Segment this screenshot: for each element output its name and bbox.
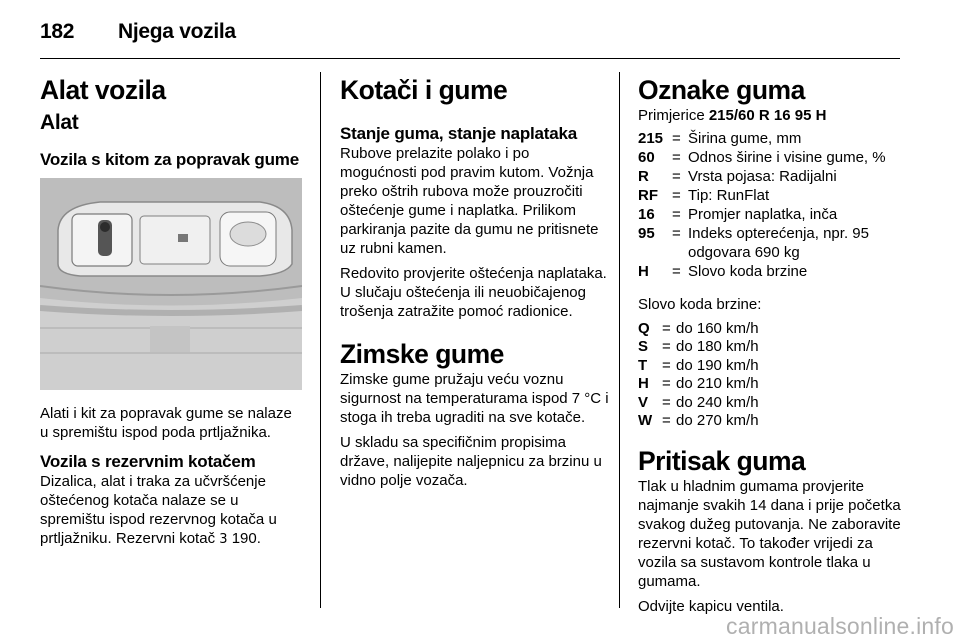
table-row [638, 394, 906, 412]
table-row [638, 357, 906, 375]
speed-key: Q [638, 320, 650, 337]
table-row [638, 129, 906, 148]
spare-text-main: Dizalica, alat i traka za učvršćenje oštećenog kotača nalaze se u spremištu ispod rezervnog kotača u prtljažniku. Rezervni kotač [40, 473, 277, 547]
subsection-heading-tools: Alat [40, 111, 79, 134]
pressure-paragraph-2: Odvijte kapicu ventila. [638, 598, 784, 616]
table-row [638, 186, 906, 205]
tyre-spec-table [638, 129, 906, 281]
spare-wheel-text [40, 472, 304, 549]
column-3 [638, 75, 906, 616]
spec-value: Promjer naplatka, inča [688, 206, 838, 223]
page-ref-arrow-icon: 3 [219, 532, 228, 547]
repair-kit-text: Alati i kit za popravak gume se nalaze u spremištu ispod poda prtljažnika. [40, 405, 292, 441]
speed-value: do 210 km/h [676, 375, 759, 393]
speed-equals: = [662, 393, 671, 411]
section-heading-tyre-pressure: Pritisak guma [638, 446, 806, 477]
spec-key: 60 [638, 149, 655, 166]
spec-equals: = [672, 263, 681, 280]
table-row [638, 148, 906, 167]
spec-equals: = [672, 225, 681, 242]
example-label: Primjerice [638, 107, 709, 124]
speed-key: S [638, 338, 649, 356]
spec-key: 16 [638, 206, 655, 223]
heading-repair-kit: Vozila s kitom za popravak gume [40, 150, 299, 169]
section-heading-tyre-designations: Oznake guma [638, 75, 805, 105]
column-divider-2 [619, 72, 620, 608]
example-code: 215/60 R 16 95 H [708, 107, 827, 124]
chapter-title: Njega vozila [118, 20, 236, 43]
speed-equals: = [662, 412, 671, 430]
table-row [638, 412, 906, 430]
spare-text-page-ref: 190. [227, 530, 261, 547]
speed-code-label: Slovo koda brzine: [638, 296, 762, 313]
spec-key: H [638, 263, 649, 280]
speed-equals: = [662, 375, 671, 393]
speed-code-table [638, 320, 906, 430]
watermark: carmanualsonline.info [726, 613, 954, 639]
spec-value: Širina gume, mm [688, 130, 802, 147]
speed-value: do 240 km/h [676, 393, 759, 411]
speed-value: do 160 km/h [676, 320, 759, 337]
spec-value: Indeks opterećenja, npr. 95 odgovara 690 kg [688, 225, 869, 261]
condition-paragraph-1: Rubove prelazite polako i po mogućnosti pod pravim kutom. Vožnja preko oštrih rubova može prouzročiti oštećenje gume i naplatka. Prilikom parkiranja pazite da gumu ne pritisnete uz rubni kamen. [340, 145, 599, 257]
table-row [638, 338, 906, 356]
pressure-paragraph-1: Tlak u hladnim gumama provjerite najmanje svakih 14 dana i prije početka svakog dužeg putovanja. Ne zaboravite rezervni kotač. To također vrijedi za vozila sa sustavom kontrole tlaka u gumama. [638, 478, 901, 591]
spec-key: 215 [638, 130, 664, 147]
table-row [638, 167, 906, 186]
page-number: 182 [40, 20, 75, 43]
speed-equals: = [662, 338, 671, 356]
column-divider-1 [320, 72, 321, 608]
trunk-tools-photo [40, 178, 302, 390]
spec-equals: = [672, 130, 681, 147]
spec-equals: = [672, 168, 681, 185]
example-line [638, 106, 906, 125]
table-row [638, 224, 906, 262]
speed-equals: = [662, 320, 671, 337]
heading-tyre-condition: Stanje guma, stanje naplataka [340, 124, 578, 143]
condition-paragraph-2: Redovito provjerite oštećenja naplataka. U slučaju oštećenja ili neuobičajenog trošenja zatražite pomoć radionice. [340, 265, 607, 320]
section-heading-wheels-tyres: Kotači i gume [340, 75, 508, 105]
spec-value: Odnos širine i visine gume, % [688, 149, 886, 166]
heading-spare-wheel: Vozila s rezervnim kotačem [40, 452, 256, 471]
column-2 [340, 75, 610, 490]
table-row [638, 320, 906, 338]
spec-equals: = [672, 187, 681, 204]
speed-key: V [638, 393, 649, 411]
spec-equals: = [672, 206, 681, 223]
spec-key: 95 [638, 225, 655, 242]
spec-key: R [638, 168, 649, 185]
column-1 [40, 75, 304, 549]
table-row [638, 205, 906, 224]
table-row [638, 262, 906, 281]
spec-key: RF [638, 187, 658, 204]
speed-key: H [638, 375, 649, 393]
speed-equals: = [662, 356, 671, 374]
section-heading-vehicle-tools: Alat vozila [40, 75, 166, 105]
speed-value: do 190 km/h [676, 356, 759, 374]
winter-paragraph-2: U skladu sa specifičnim propisima države, nalijepite naljepnicu za brzinu u vidno polje vozača. [340, 434, 602, 489]
section-heading-winter-tyres: Zimske gume [340, 339, 504, 369]
speed-value: do 270 km/h [676, 412, 759, 430]
spec-value: Tip: RunFlat [688, 187, 770, 204]
spec-value: Slovo koda brzine [688, 263, 808, 280]
winter-paragraph-1: Zimske gume pružaju veću voznu sigurnost na temperaturama ispod 7 °C i stoga ih treba ugraditi na sve kotače. [340, 371, 609, 426]
header-rule [40, 58, 900, 59]
speed-value: do 180 km/h [676, 338, 759, 356]
spec-equals: = [672, 149, 681, 166]
table-row [638, 375, 906, 393]
spec-value: Vrsta pojasa: Radijalni [688, 168, 837, 185]
speed-key: T [638, 356, 648, 374]
speed-key: W [638, 412, 653, 430]
